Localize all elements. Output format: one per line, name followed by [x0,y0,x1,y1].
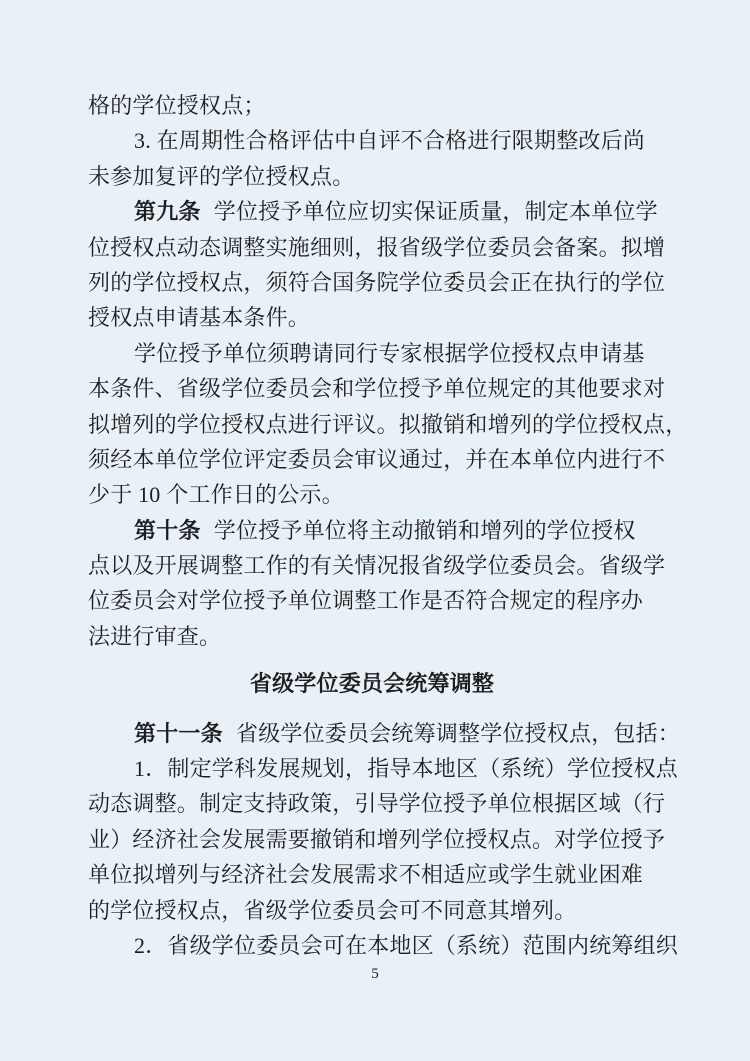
text-line: 第十一条 省级学位委员会统筹调整学位授权点，包括： [134,720,681,746]
text-line: 第九条 学位授予单位应切实保证质量，制定本单位学 [134,199,658,225]
text-line: 须经本单位学位评定委员会审议通过，并在本单位内进行不 [88,446,666,472]
text-line: 单位拟增列与经济社会发展需求不相适应或学生就业困难 [88,862,644,888]
section-heading: 省级学位委员会统筹调整 [249,671,495,697]
text-line: 的学位授权点，省级学位委员会可不同意其增列。 [88,897,577,923]
page-number: 5 [371,966,379,982]
text-line: 3. 在周期性合格评估中自评不合格进行限期整改后尚 [134,128,646,154]
article-number: 第九条 [134,199,201,225]
text-line: 本条件、省级学位委员会和学位授予单位规定的其他要求对 [88,376,666,402]
article-number: 第十一条 [134,720,223,746]
document-body [88,88,688,963]
text-line: 动态调整。制定支持政策，引导学位授予单位根据区域（行 [88,791,666,817]
article-number: 第十条 [134,517,201,543]
text-line: 第十条 学位授予单位将主动撤销和增列的学位授权 [134,517,636,543]
text-line: 位委员会对学位授予单位调整工作是否符合规定的程序办 [88,588,644,614]
text-line: 点以及开展调整工作的有关情况报省级学位委员会。省级学 [88,553,666,579]
text-line: 拟增列的学位授权点进行评议。拟撤销和增列的学位授权点， [88,411,688,437]
text-line: 1．制定学科发展规划，指导本地区（系统）学位授权点 [134,756,679,782]
text-line: 业）经济社会发展需要撤销和增列学位授权点。对学位授予 [88,826,666,852]
text-line: 2．省级学位委员会可在本地区（系统）范围内统筹组织 [134,932,679,958]
text-line: 学位授予单位须聘请同行专家根据学位授权点申请基 [134,340,645,366]
text-line: 授权点申请基本条件。 [88,305,311,331]
text-line: 法进行审查。 [88,623,222,649]
text-line: 少于 10 个工作日的公示。 [88,482,344,508]
text-line: 位授权点动态调整实施细则，报省级学位委员会备案。拟增 [88,234,666,260]
text-line: 未参加复评的学位授权点。 [88,163,355,189]
text-line: 格的学位授权点； [88,93,266,118]
text-line: 列的学位授权点，须符合国务院学位委员会正在执行的学位 [88,269,666,295]
